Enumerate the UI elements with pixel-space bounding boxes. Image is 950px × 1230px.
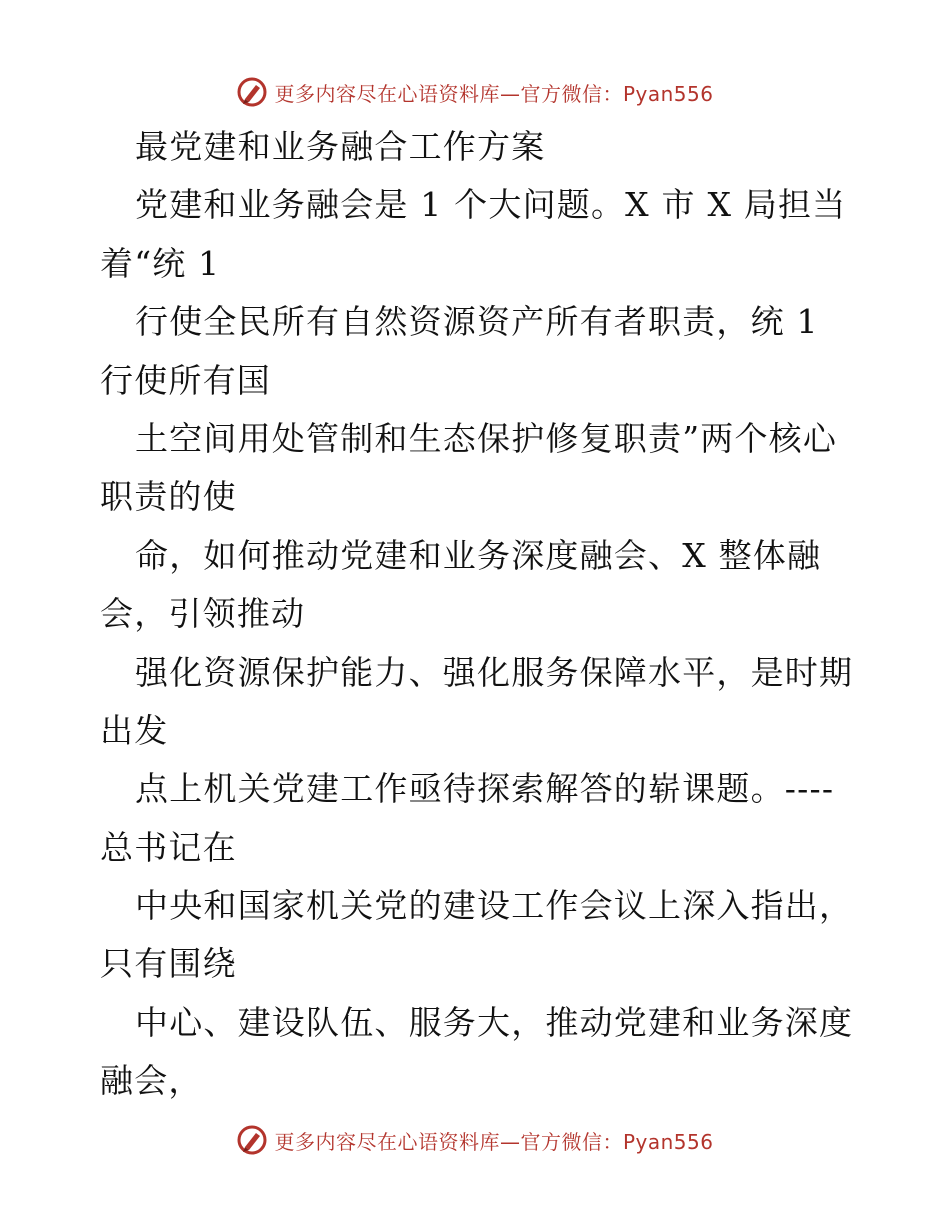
text-line: 融会， (100, 1061, 203, 1101)
text-line: 总书记在 (100, 827, 237, 867)
text-line: 着“统 1 (100, 243, 221, 283)
text-line: 中央和国家机关党的建设工作会议上深入指出， (135, 886, 854, 926)
text-line: 点上机关党建工作亟待探索解答的崭课题。---- (135, 769, 835, 809)
text-line: 行使全民所有自然资源资产所有者职责，统 1 (135, 302, 819, 342)
text-line: 会，引领推动 (100, 594, 306, 634)
document-title: 最党建和业务融合工作方案 (135, 127, 546, 166)
text-line: 命，如何推动党建和业务深度融会、X 整体融 (135, 535, 822, 575)
pen-logo-icon (236, 76, 268, 108)
pen-logo-icon (236, 1124, 268, 1156)
header-banner (0, 72, 950, 112)
text-line: 出发 (100, 710, 169, 750)
text-line: 职责的使 (100, 477, 237, 517)
text-line: 土空间用处管制和生态保护修复职责”两个核心 (135, 418, 838, 458)
document-body (100, 118, 860, 1111)
text-line: 强化资源保护能力、强化服务保障水平，是时期 (135, 652, 854, 692)
text-line: 党建和业务融会是 1 个大问题。X 市 X 局担当 (135, 185, 847, 225)
text-line: 只有围绕 (100, 944, 237, 984)
banner-text: 更多内容尽在心语资料库—官方微信：Pyan556 (274, 81, 714, 106)
text-line: 中心、建设队伍、服务大，推动党建和业务深度 (135, 1002, 854, 1042)
footer-banner (0, 1120, 950, 1160)
banner-text: 更多内容尽在心语资料库—官方微信：Pyan556 (274, 1129, 714, 1154)
text-line: 行使所有国 (100, 360, 271, 400)
